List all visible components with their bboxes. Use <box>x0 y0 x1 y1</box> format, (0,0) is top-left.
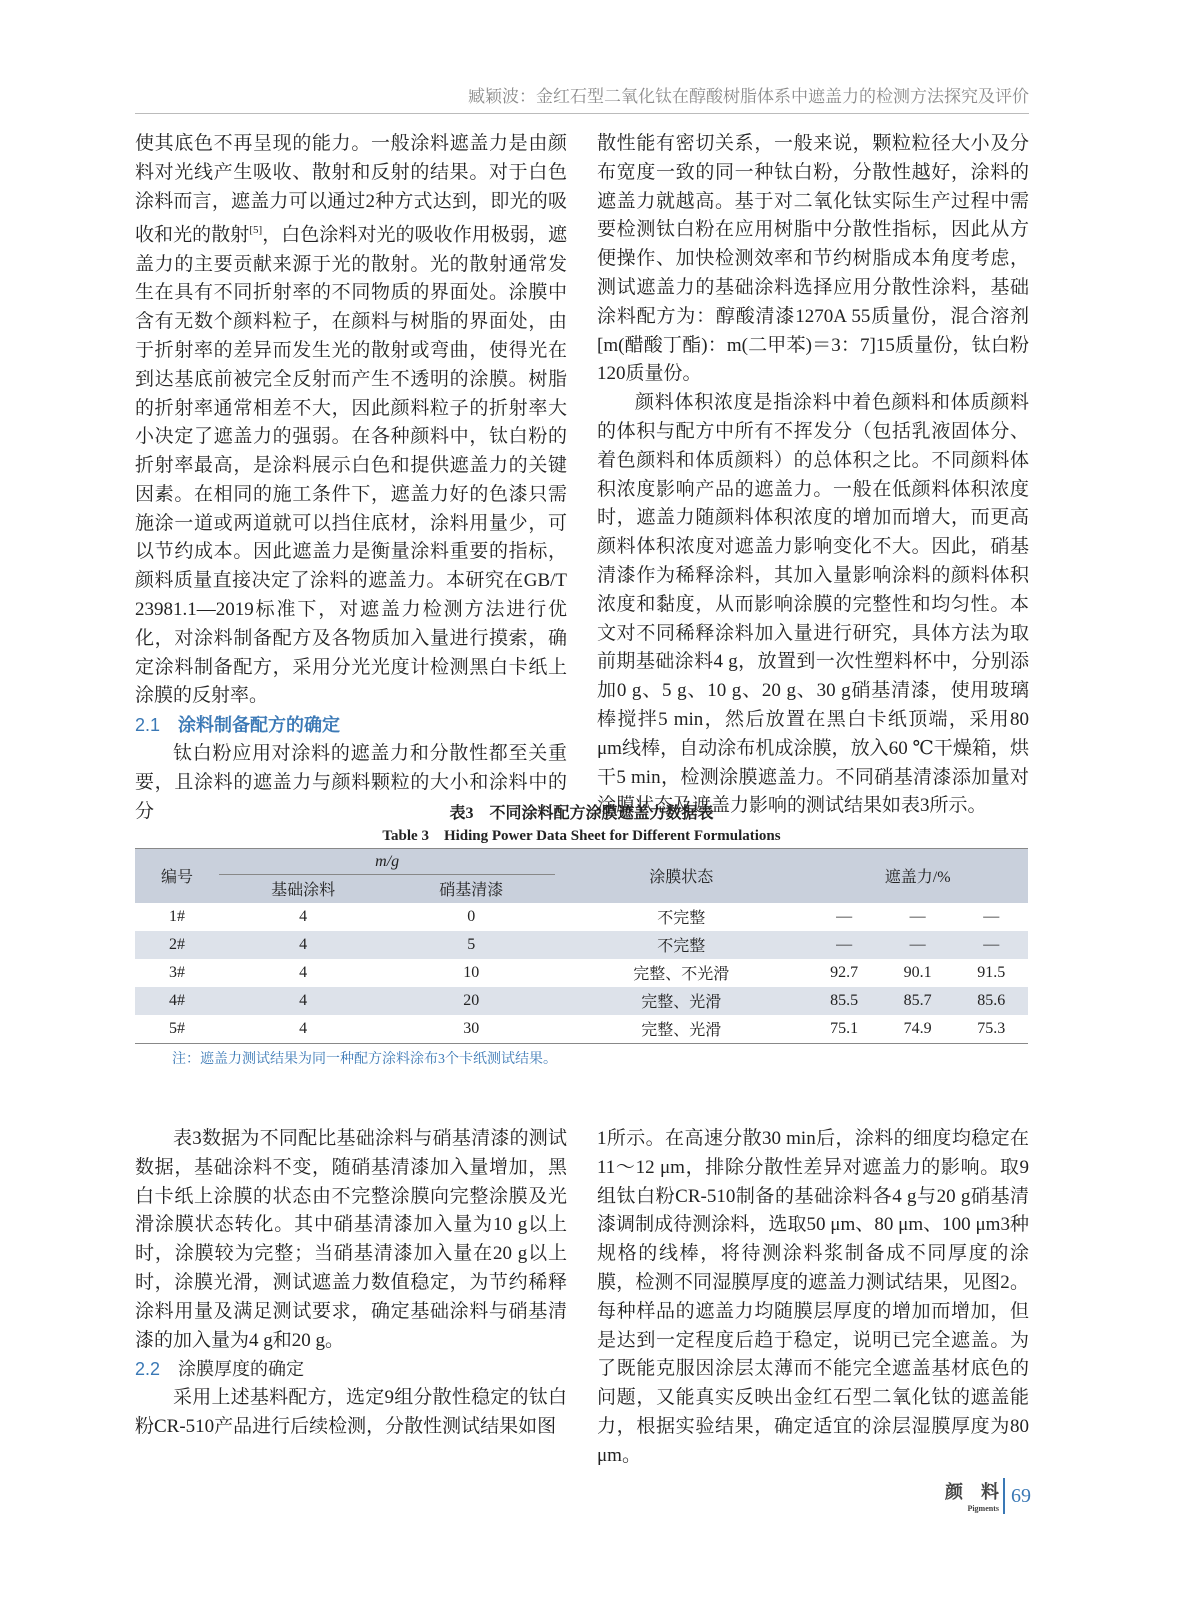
table-cell: 75.1 <box>830 1019 859 1037</box>
table-cell: 90.1 <box>903 963 932 981</box>
section-heading: 2.2 涂膜厚度的确定 <box>135 1359 305 1380</box>
paragraph: 1所示。在高速分散30 min后，涂料的细度均稳定在11～12 μm，排除分散性差异对遮盖力的影响。取9组钛白粉CR-510制备的基础涂料各4 g与20 g硝基清漆调制成待测涂料，选取50 μm、80 μm、100 μm3种规格的线棒，将待测涂料浆制备成不同厚度的涂膜，检测不同湿膜厚度的遮盖力测试结果，见图2。每种样品的遮盖力均随膜层厚度的增加而增加，但是达到一定程度后趋于稳定，说明已完全遮盖。为了既能克服因涂层太薄而不能完全遮盖基材底色的问题，又能真实反映出金红石型二氧化钛的遮盖能力，根据实验结果，确定适宜的涂层湿膜厚度为80 μm。 <box>597 1128 1029 1466</box>
header-nc: 硝基清漆 <box>439 882 504 900</box>
paragraph: 钛白粉应用对涂料的遮盖力和分散性都至关重要，且涂料的遮盖力与颜料颗粒的大小和涂料中的分 <box>135 743 567 822</box>
header-base: 基础涂料 <box>271 882 336 900</box>
header-mass: m/g <box>375 852 400 870</box>
header-state: 涂膜状态 <box>649 869 714 887</box>
table-cell: 4# <box>169 991 186 1009</box>
table-cell: 3# <box>169 963 186 981</box>
table-cell: 30 <box>463 1019 480 1037</box>
table-cell: 4 <box>299 935 308 953</box>
paragraph: 散性能有密切关系，一般来说，颗粒粒径大小及分布宽度一致的同一种钛白粉，分散性越好，涂料的遮盖力就越高。基于对二氧化钛实际生产过程中需要检测钛白粉在应用树脂中分散性指标，因此从方便操作、加快检测效率和节约树脂成本角度考虑，测试遮盖力的基础涂料选择应用分散性涂料，基础涂料配方为：醇酸清漆1270A 55质量份，混合溶剂[m(醋酸丁酯)：m(二甲苯)＝3：7]15质量份，钛白粉120质量份。 <box>597 133 1029 385</box>
table-cell: 74.9 <box>903 1019 932 1037</box>
table-cell: 85.5 <box>830 991 859 1009</box>
table-cell: 4 <box>299 963 308 981</box>
table-cell: 4 <box>299 991 308 1009</box>
page-number: 69 <box>1003 1478 1031 1514</box>
table-cell: 1# <box>169 907 186 925</box>
citation: [5] <box>249 224 263 237</box>
table-row <box>135 903 1028 931</box>
table-cell: 完整、不光滑 <box>633 966 730 983</box>
table-cell: 不完整 <box>657 938 706 955</box>
table-cell: 85.7 <box>903 991 932 1009</box>
table-cell: 4 <box>299 1019 308 1037</box>
table-cell: 完整、光滑 <box>641 1022 722 1039</box>
table-cell: 75.3 <box>977 1019 1006 1037</box>
table-cell: 4 <box>299 907 308 925</box>
table-cell: — <box>983 907 1000 925</box>
table-cell: 92.7 <box>830 963 859 981</box>
paragraph: 采用上述基料配方，选定9组分散性稳定的钛白粉CR-510产品进行后续检测，分散性测试结果如图 <box>135 1387 567 1437</box>
left-column-top <box>135 130 567 826</box>
right-column-top <box>597 130 1029 821</box>
table-row <box>135 987 1028 1015</box>
running-header: 臧颖波：金红石型二氧化钛在醇酸树脂体系中遮盖力的检测方法探究及评价 <box>135 82 1029 114</box>
table-cell: — <box>909 935 926 953</box>
table-caption-cn: 表3 不同涂料配方涂膜遮盖力数据表 <box>449 805 714 822</box>
table-row <box>135 1015 1028 1044</box>
table-cell: 85.6 <box>977 991 1006 1009</box>
table-cell: — <box>909 907 926 925</box>
table-cell: 91.5 <box>977 963 1006 981</box>
table-caption-en: Table 3 Hiding Power Data Sheet for Different Formulations <box>382 828 781 844</box>
section-heading: 2.1 涂料制备配方的确定 <box>135 715 341 736</box>
table-cell: — <box>983 935 1000 953</box>
journal-logo: 颜 料 Pigments <box>945 1482 999 1513</box>
table-cell: 0 <box>467 907 476 925</box>
data-table <box>135 848 1028 1044</box>
table-cell: 不完整 <box>657 910 706 927</box>
table-cell: — <box>836 907 853 925</box>
left-column-bottom <box>135 1125 567 1442</box>
paragraph: 使其底色不再呈现的能力。一般涂料遮盖力是由颜料对光线产生吸收、散射和反射的结果。对于白色涂料而言，遮盖力可以通过2种方式达到，即光的吸收和光的散射[5]，白色涂料对光的吸收作用极弱，遮盖力的主要贡献来源于光的散射。光的散射通常发生在具有不同折射率的不同物质的界面处。涂膜中含有无数个颜料粒子，在颜料与树脂的界面处，由于折射率的差异而发生光的散射或弯曲，使得光在到达基底前被完全反射而产生不透明的涂膜。树脂的折射率通常相差不大，因此颜料粒子的折射率大小决定了遮盖力的强弱。在各种颜料中，钛白粉的折射率最高，是涂料展示白色和提供遮盖力的关键因素。在相同的施工条件下，遮盖力好的色漆只需施涂一道或两道就可以挡住底材，涂料用量少，可以节约成本。因此遮盖力是衡量涂料重要的指标，颜料质量直接决定了涂料的遮盖力。本研究在GB/T 23981.1—2019标准下，对遮盖力检测方法进行优化，对涂料制备配方及各物质加入量进行摸索，确定涂料制备配方，采用分光光度计检测黑白卡纸上涂膜的反射率。 <box>135 133 567 707</box>
paragraph: 表3数据为不同配比基础涂料与硝基清漆的测试数据，基础涂料不变，随硝基清漆加入量增加，黑白卡纸上涂膜的状态由不完整涂膜向完整涂膜及光滑涂膜状态转化。其中硝基清漆加入量为10 g以上时，涂膜较为完整；当硝基清漆加入量在20 g以上时，涂膜光滑，测试遮盖力数值稳定，为节约稀释涂料用量及满足测试要求，确定基础涂料与硝基清漆的加入量为4 g和20 g。 <box>135 1128 567 1351</box>
right-column-bottom <box>597 1125 1029 1471</box>
header-id: 编号 <box>161 869 194 887</box>
table-cell: 5 <box>467 935 476 953</box>
table-note: 注：遮盖力测试结果为同一种配方涂料涂布3个卡纸测试结果。 <box>172 1052 557 1067</box>
header-hiding: 遮盖力/% <box>884 869 951 887</box>
table-cell: 10 <box>463 963 480 981</box>
table-row <box>135 959 1028 987</box>
table-cell: 完整、光滑 <box>641 994 722 1011</box>
table-cell: — <box>836 935 853 953</box>
table-cell: 2# <box>169 935 186 953</box>
table-cell: 20 <box>463 991 480 1009</box>
paragraph: 颜料体积浓度是指涂料中着色颜料和体质颜料的体积与配方中所有不挥发分（包括乳液固体分、着色颜料和体质颜料）的总体积之比。不同颜料体积浓度影响产品的遮盖力。一般在低颜料体积浓度时，遮盖力随颜料体积浓度的增加而增大，而更高颜料体积浓度对遮盖力影响变化不大。因此，硝基清漆作为稀释涂料，其加入量影响涂料的颜料体积浓度和黏度，从而影响涂膜的完整性和均匀性。本文对不同稀释涂料加入量进行研究，具体方法为取前期基础涂料4 g，放置到一次性塑料杯中，分别添加0 g、5 g、10 g、20 g、30 g硝基清漆，使用玻璃棒搅拌5 min，然后放置在黑白卡纸顶端，采用80 μm线棒，自动涂布机成涂膜，放入60 ℃干燥箱，烘干5 min，检测涂膜遮盖力。不同硝基清漆添加量对涂膜状态及遮盖力影响的测试结果如表3所示。 <box>597 392 1029 817</box>
table-row <box>135 931 1028 959</box>
table-cell: 5# <box>169 1019 186 1037</box>
